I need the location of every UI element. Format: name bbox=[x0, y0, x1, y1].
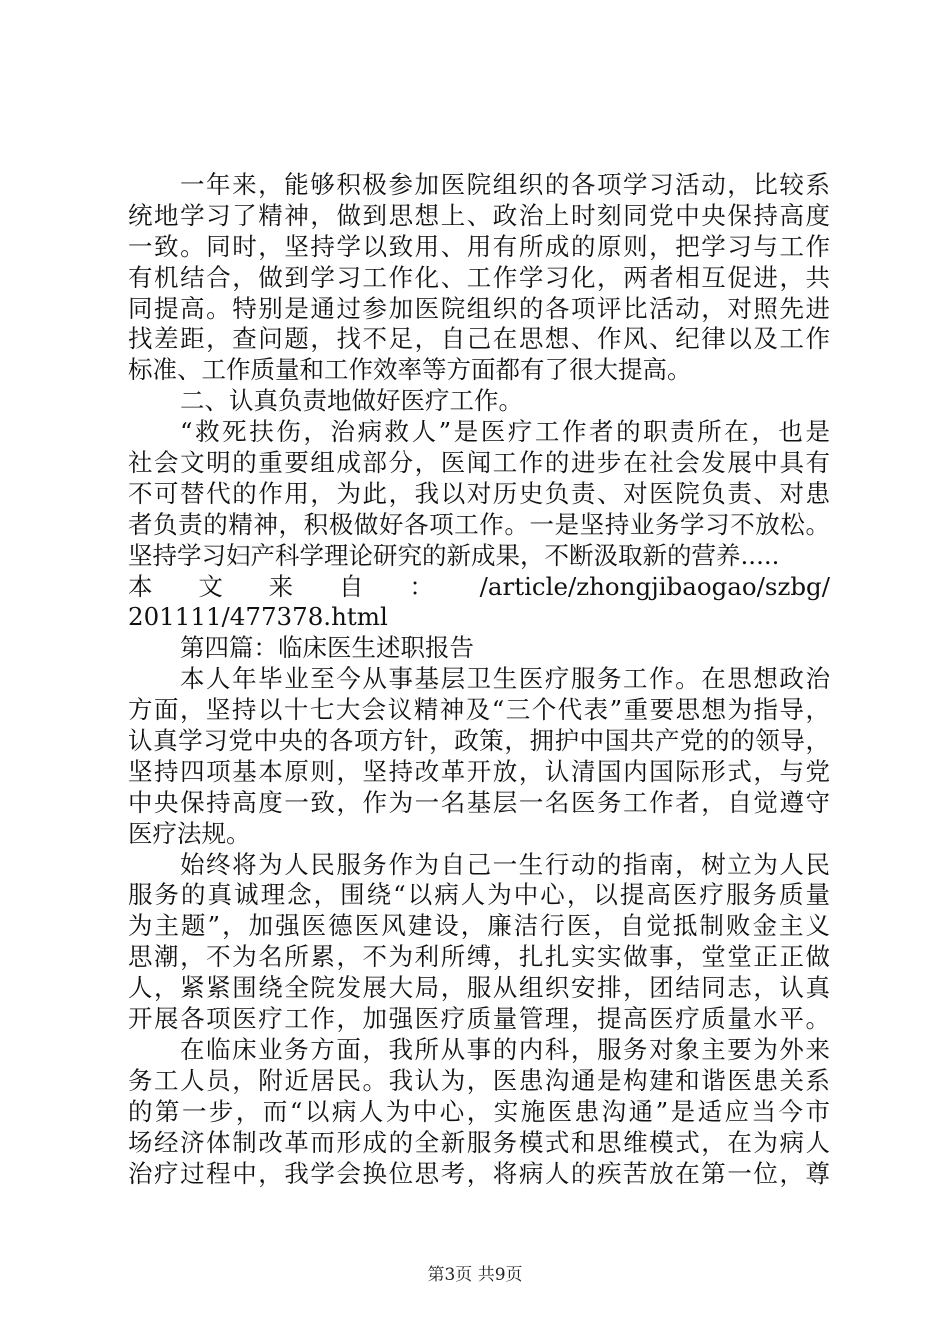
text-line: 社会文明的重要组成部分，医闻工作的进步在社会发展中具有 bbox=[128, 448, 830, 478]
text-line: 一年来，能够积极参加医院组织的各项学习活动，比较系 bbox=[180, 170, 830, 199]
text-line: 务工人员，附近居民。我认为，医患沟通是构建和谐医患关系 bbox=[128, 1065, 830, 1095]
text-line: 找差距，查问题，找不足，自己在思想、作风、纪律以及工作 bbox=[128, 324, 830, 354]
text-line: 二、认真负责地做好医疗工作。 bbox=[180, 386, 523, 416]
text-line: 开展各项医疗工作，加强医疗质量管理，提高医疗质量水平。 bbox=[128, 1004, 830, 1034]
text-line: 治疗过程中，我学会换位思考，将病人的疾苦放在第一位，尊 bbox=[128, 1158, 830, 1188]
text-line: 服务的真诚理念，围绕“以病人为中心，以提高医疗服务质量 bbox=[128, 880, 830, 910]
text-line: 思潮，不为名所累，不为利所缚，扎扎实实做事，堂堂正正做 bbox=[128, 942, 830, 972]
text-line: 标准、工作质量和工作效率等方面都有了很大提高。 bbox=[128, 355, 692, 385]
text-line: 在临床业务方面，我所从事的内科，服务对象主要为外来 bbox=[180, 1034, 830, 1064]
page-footer: 第3页 共9页 bbox=[427, 1265, 523, 1285]
text-line: 有机结合，做到学习工作化、工作学习化，两者相互促进，共 bbox=[128, 262, 830, 292]
text-line: 方面，坚持以十七大会议精神及“三个代表”重要思想为指导， bbox=[128, 695, 830, 725]
text-line: 同提高。特别是通过参加医院组织的各项评比活动，对照先进 bbox=[128, 293, 830, 323]
text-line: “救死扶伤，治病救人”是医疗工作者的职责所在，也是 bbox=[180, 417, 830, 447]
text-line: 不可替代的作用，为此，我以对历史负责、对医院负责、对患 bbox=[128, 478, 830, 508]
text-line: 场经济体制改革而形成的全新服务模式和思维模式，在为病人 bbox=[128, 1127, 830, 1157]
text-line: 本人年毕业至今从事基层卫生医疗服务工作。在思想政治 bbox=[180, 664, 830, 694]
text-line: 人，紧紧围绕全院发展大局，服从组织安排，团结同志，认真 bbox=[128, 973, 830, 1003]
document-body bbox=[128, 170, 830, 1189]
text-line: 第四篇：临床医生述职报告 bbox=[180, 633, 474, 663]
text-line: 坚持学习妇产科学理论研究的新成果，不断汲取新的营养..... bbox=[128, 540, 780, 570]
text-line: 本 文 来 自 ： /article/zhongjibaogao/szbg/ bbox=[128, 571, 830, 601]
text-line: 认真学习党中央的各项方针，政策，拥护中国共产党的的领导， bbox=[128, 726, 830, 756]
text-line: 医疗法规。 bbox=[128, 818, 251, 848]
text-line: 者负责的精神，积极做好各项工作。一是坚持业务学习不放松。 bbox=[128, 509, 830, 539]
text-line: 坚持四项基本原则，坚持改革开放，认清国内国际形式，与党 bbox=[128, 756, 830, 786]
text-line: 的第一步，而“以病人为中心，实施医患沟通”是适应当今市 bbox=[128, 1096, 830, 1126]
text-line: 统地学习了精神，做到思想上、政治上时刻同党中央保持高度 bbox=[128, 200, 830, 230]
text-line: 201111/477378.html bbox=[128, 602, 388, 632]
text-line: 为主题”，加强医德医风建设，廉洁行医，自觉抵制败金主义 bbox=[128, 911, 830, 941]
text-line: 一致。同时，坚持学以致用、用有所成的原则，把学习与工作 bbox=[128, 231, 830, 261]
text-line: 中央保持高度一致，作为一名基层一名医务工作者，自觉遵守 bbox=[128, 787, 830, 817]
text-line: 始终将为人民服务作为自己一生行动的指南，树立为人民 bbox=[180, 849, 830, 879]
